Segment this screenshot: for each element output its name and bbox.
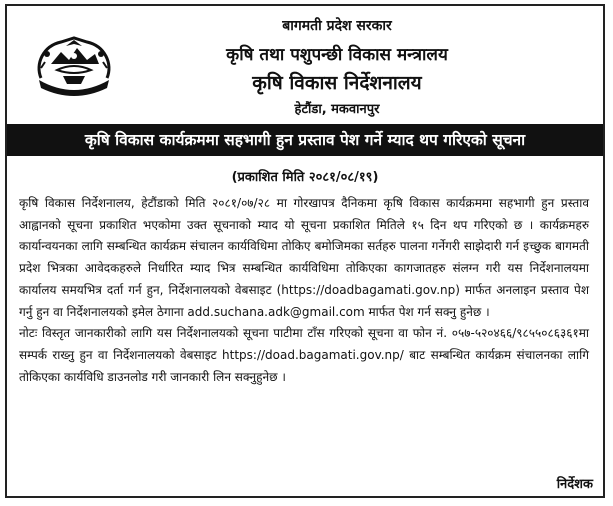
- notice-title-banner: कृषि विकास कार्यक्रममा सहभागी हुन प्रस्ताव पेश गर्ने म्याद थप गरिएको सूचना: [7, 124, 603, 156]
- nepal-government-emblem-icon: [33, 34, 115, 100]
- main-paragraph: कृषि विकास निर्देशनालय, हेटौंडाको मिति २०८१/०७/२८ मा गोरखापत्र दैनिकमा कृषि विकास कार्यक्रममा सहभागी हुन प्रस्ताव आह्वानको सूचना प्रकाशित भएकोमा उक्त सूचनाको म्याद यो सूचना प्रकाशित मितिले १५ दिन थप गरिएको छ । कार्यक्रमहरु कार्यान्वयनका लागि सम्बन्धित कार्यक्रम संचालन कार्यविधिमा तोकिए बमोजिमका सर्तहरु पालना गर्नेगरी साझेदारी गर्न इच्छुक बागमती प्रदेश भित्रका आवेदकहरुले निर्धारित म्याद भित्र सम्बन्धित कार्यविधिमा तोकिएका कागजातहरु संलग्न गरी यस निर्देशनालयमा कार्यालय समयभित्र दर्ता गर्न हुन, निर्देशनालयको वेबसाइट (https://doadbagamati.gov.np) मार्फत अनलाइन प्रस्ताव पेश गर्नु हुन वा निर्देशनालयको इमेल ठेगाना add.suchana.adk@gmail.com मार्फत पेश गर्न सक्नु हुनेछ ।: [19, 196, 589, 319]
- government-name: बागमती प्रदेश सरकार: [282, 18, 392, 34]
- notice-body: [19, 193, 589, 388]
- notice-frame: [5, 4, 605, 498]
- signatory-title: निर्देशक: [556, 477, 593, 492]
- note-paragraph: नोटः विस्तृत जानकारीको लागि यस निर्देशनालयको सूचना पाटीमा टाँस गरिएको सूचना वा फोन नं. ०५७-५२०४६६/९८५५०८६३६१मा सम्पर्क राख्नु हुन वा निर्देशनालयको वेबसाइट https://doad.bagamati.gov.np/ बाट सम्बन्धित कार्यक्रम संचालनका लागि तोकिएका कार्यविधि डाउनलोड गरी जानकारी लिन सक्नुहुनेछ ।: [19, 326, 589, 384]
- directorate-name: कृषि विकास निर्देशनालय: [252, 72, 422, 94]
- office-location: हेटौंडा, मकवानपुर: [294, 102, 380, 117]
- published-date: (प्रकाशित मिति २०८१/०८/१९): [231, 170, 379, 185]
- ministry-name: कृषि तथा पशुपन्छी विकास मन्त्रालय: [226, 45, 448, 65]
